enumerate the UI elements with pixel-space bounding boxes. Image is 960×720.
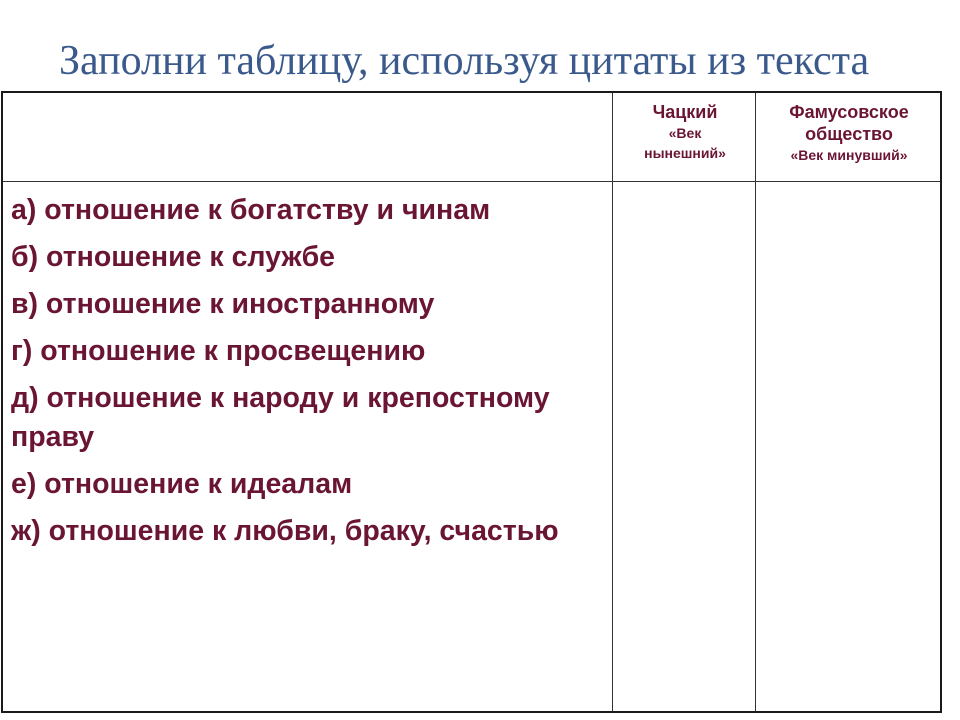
list-item: ж) отношение к любви, браку, счастью (11, 515, 559, 547)
slide-title: Заполни таблицу, используя цитаты из текста (59, 38, 870, 84)
list-item: д) отношение к народу и крепостному праву (11, 382, 550, 453)
aspect-list (11, 191, 611, 559)
column-header-chatsky (614, 93, 756, 181)
column-header-name: Фамусовское общество (789, 102, 909, 144)
column-header-subtitle: «Век минувший» (790, 147, 908, 163)
list-item: б) отношение к службе (11, 241, 336, 273)
list-item: е) отношение к идеалам (11, 468, 353, 500)
column-header-famusov-society (757, 93, 941, 181)
column-header-name: Чацкий (652, 102, 718, 122)
answer-cell-chatsky[interactable] (613, 182, 755, 711)
column-header-subtitle: «Век нынешний» (644, 125, 726, 161)
answer-cell-famusov-society[interactable] (756, 182, 940, 711)
list-item: в) отношение к иностранному (11, 288, 435, 320)
list-item: а) отношение к богатству и чинам (11, 194, 491, 226)
comparison-table (1, 91, 942, 713)
list-item: г) отношение к просвещению (11, 335, 426, 367)
